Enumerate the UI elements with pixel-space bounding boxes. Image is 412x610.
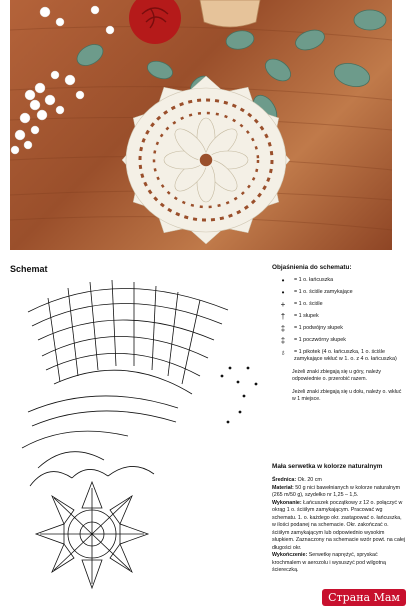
material-value: 50 g nici bawełnianych w kolorze naturalnym (265 m/50 g), szydełko nr 1,25 – 1,5. [272, 484, 401, 499]
legend-item-text: = 1 słupek [294, 312, 319, 319]
material-label: Materiał: [272, 484, 294, 491]
site-watermark: Страна Мам [322, 589, 406, 606]
chain-stitch-icon: • [281, 275, 285, 285]
crochet-diagram [8, 272, 270, 608]
diameter-line [272, 477, 406, 485]
finishing-line [272, 552, 406, 575]
legend-item-text: = 1 poczwórny słupek [294, 336, 346, 343]
legend-item [272, 313, 404, 321]
pattern-description [272, 462, 406, 575]
legend-item-text: = 1 o. łańcuszka [294, 276, 334, 283]
quadruple-crochet-icon: ‡ [280, 335, 286, 345]
single-crochet-icon: + [280, 299, 286, 309]
finishing-label: Wykończenie: [272, 552, 308, 559]
diameter-label: Średnica: [272, 477, 297, 484]
legend-note: Jeżeli znaki zbiegają się u dołu, należy o. wkłuć w 1 miejsce. [292, 389, 402, 403]
instructions-label: Wykonanie: [272, 499, 302, 506]
instructions-line [272, 500, 406, 553]
treble-crochet-icon: ‡ [280, 323, 286, 333]
finishing-value: Serwetkę naprężyć, spryskać krochmalem w aerozolu i wysuszyć pod wilgotną ściereczką. [272, 552, 386, 574]
doily-photo-illustration [10, 0, 392, 250]
legend-item [272, 301, 404, 309]
legend-item-text: = 1 podwójny słupek [294, 324, 343, 331]
picot-icon: ♁ [280, 347, 286, 357]
legend-item [272, 337, 404, 345]
legend-item [272, 349, 404, 364]
legend-title: Objaśnienia do schematu: [272, 264, 352, 271]
instructions-value: Łańcuszek początkowy z 12 o. połączyć w okrąg 1 o. ściśłym zamykającym. Pracować wg schematu. 1. o. każdego okr. zastąpować o. łańcuszka, w ilości podanej na schemacie. Okr. zakończać o. ściśłym zamykającym lub odpowiednio wysokim słupkiem. Zaznaczony na schemacie wzór powt. na całej długości okr. [272, 499, 406, 551]
legend-panel [272, 264, 404, 403]
pattern-title: Mała serwetka w kolorze naturalnym [272, 463, 383, 470]
legend-note: Jeżeli znaki zbiegają się u góry, należy odpowiednie o. przerobić razem. [292, 369, 382, 383]
legend-item-text: = 1 o. ściśle zamykające [294, 288, 353, 295]
legend-item [272, 289, 404, 297]
schemat-title: Schemat [10, 264, 48, 274]
material-line [272, 485, 406, 500]
diameter-value: Ok. 20 cm [297, 477, 322, 484]
doily-photo [10, 0, 392, 250]
slip-stitch-icon: • [281, 287, 285, 297]
legend-item [272, 325, 404, 333]
legend-item [272, 277, 404, 285]
legend-item-text: = 1 o. ściśle [294, 300, 323, 307]
legend-item-text: = 1 pikotek (4 o. łańcuszka, 1 o. ściśle zamykające wkłuć w 1. o. z 4 o. łańcuszka) [294, 348, 397, 362]
double-crochet-icon: † [280, 311, 286, 321]
